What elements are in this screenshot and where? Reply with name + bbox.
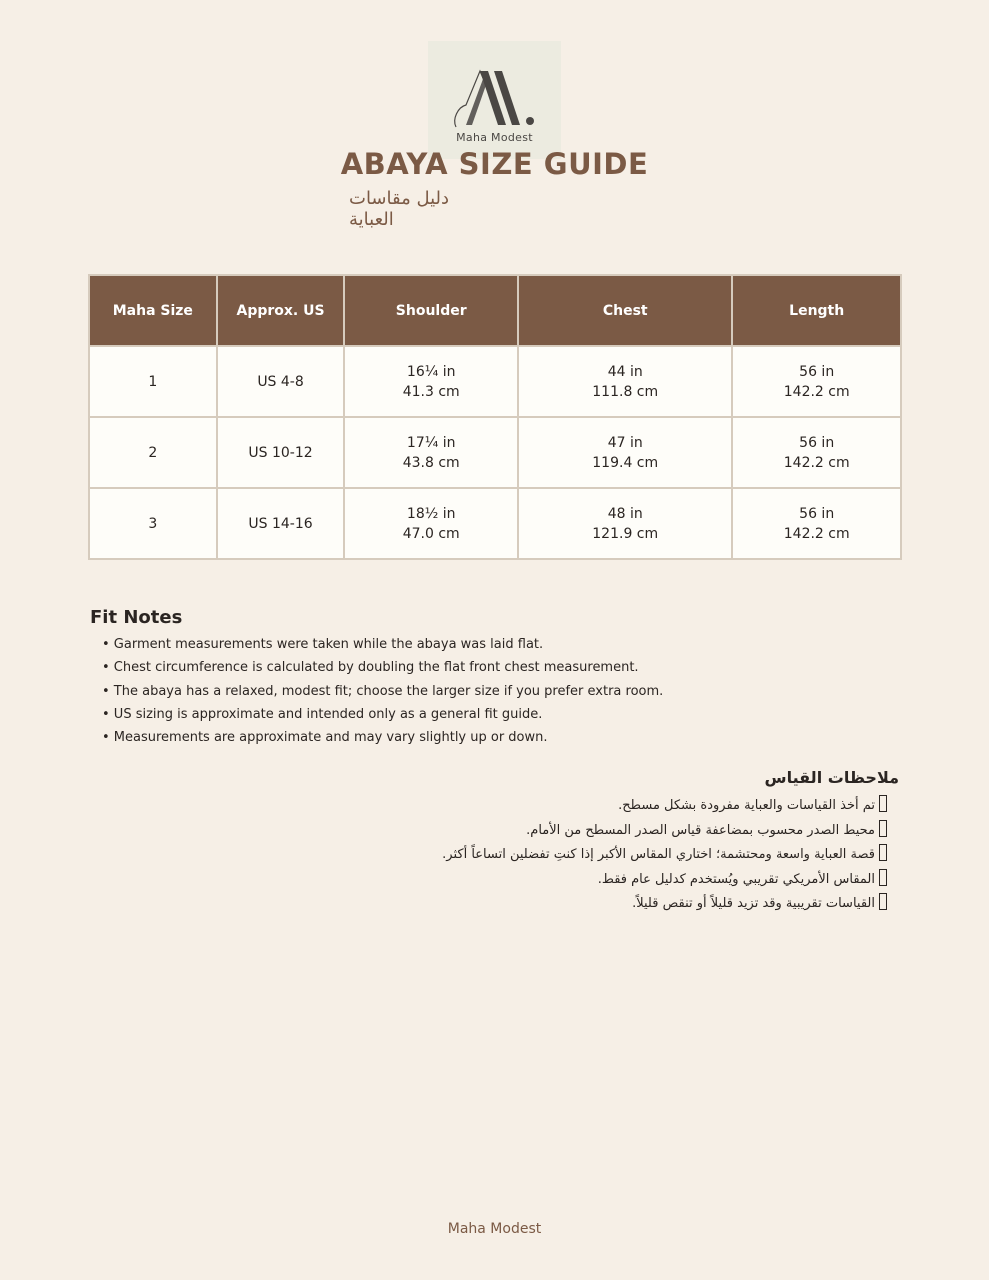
list-item [442, 893, 887, 918]
column-header-approx-us: Approx. US [217, 275, 345, 346]
shoulder-inches: 17¼ in [406, 434, 456, 451]
cell-approx-us: US 10-12 [217, 417, 345, 488]
cell-approx-us: US 4-8 [217, 346, 345, 417]
length-cm: 142.2 cm [783, 525, 850, 542]
chest-cm: 111.8 cm [592, 383, 659, 400]
page-title: ABAYA SIZE GUIDE [340, 147, 649, 181]
list-item [442, 844, 887, 869]
cell-length [732, 488, 901, 559]
list-item: • Garment measurements were taken while the abaya was laid flat. [102, 637, 544, 652]
bullet-box-icon [879, 893, 887, 910]
bullet-box-icon [879, 795, 887, 812]
list-item: • Measurements are approximate and may vary slightly up or down. [102, 730, 548, 746]
cell-shoulder [344, 346, 518, 417]
list-item: • US sizing is approximate and intended only as a general fit guide. [102, 706, 543, 722]
chest-inches: 47 in [607, 434, 643, 451]
table-row [89, 488, 901, 559]
shoulder-inches: 16¼ in [406, 363, 456, 380]
length-cm: 142.2 cm [783, 383, 850, 400]
page-title-arabic: دليل مقاسات العباية [349, 188, 450, 230]
length-inches: 56 in [799, 363, 835, 380]
cell-length [732, 417, 901, 488]
cell-maha-size: 3 [89, 488, 217, 559]
column-header-chest: Chest [518, 275, 732, 346]
chest-inches: 48 in [607, 505, 643, 522]
length-inches: 56 in [799, 505, 835, 522]
list-item-text: قصة العباية واسعة ومحتشمة؛ اختاري المقاس الأكبر إذا كنتِ تفضلين اتساعاً أكثر. [442, 847, 875, 862]
brand-logo [428, 41, 561, 159]
cell-maha-size: 2 [89, 417, 217, 488]
table-row [89, 417, 901, 488]
chest-cm: 119.4 cm [592, 454, 659, 471]
fit-notes-list-arabic [442, 795, 887, 918]
size-table [88, 274, 902, 560]
cell-chest [518, 417, 732, 488]
list-item [442, 820, 887, 845]
bullet-box-icon [879, 844, 887, 861]
footer-brand: Maha Modest [447, 1221, 542, 1237]
list-item-text: تم أخذ القياسات والعباية مفرودة بشكل مسطح. [618, 798, 875, 813]
length-inches: 56 in [799, 434, 835, 451]
cell-chest [518, 346, 732, 417]
table-row [89, 346, 901, 417]
chest-inches: 44 in [607, 363, 643, 380]
cell-maha-size: 1 [89, 346, 217, 417]
cell-approx-us: US 14-16 [217, 488, 345, 559]
list-item-text: القياسات تقريبية وقد تزيد قليلاً أو تنقص قليلاً. [632, 896, 875, 911]
column-header-maha-size: Maha Size [89, 275, 217, 346]
chest-cm: 121.9 cm [592, 525, 659, 542]
cell-shoulder [344, 488, 518, 559]
fit-notes-title: Fit Notes [90, 607, 183, 628]
bullet-box-icon [879, 869, 887, 886]
shoulder-inches: 18½ in [406, 505, 456, 522]
cell-shoulder [344, 417, 518, 488]
bullet-box-icon [879, 820, 887, 837]
shoulder-cm: 41.3 cm [402, 383, 460, 400]
maha-monogram-icon [450, 67, 540, 131]
fit-notes-title-arabic: ملاحظات القياس [764, 768, 899, 787]
list-item-text: المقاس الأمريكي تقريبي ويُستخدم كدليل عام فقط. [597, 871, 875, 887]
list-item: • Chest circumference is calculated by doubling the flat front chest measurement. [102, 660, 639, 676]
length-cm: 142.2 cm [783, 454, 850, 471]
shoulder-cm: 43.8 cm [402, 454, 460, 471]
column-header-shoulder: Shoulder [344, 275, 518, 346]
table-header-row [89, 275, 901, 346]
list-item-text: محيط الصدر محسوب بمضاعفة قياس الصدر المسطح من الأمام. [526, 822, 875, 838]
fit-notes-list [102, 636, 663, 752]
shoulder-cm: 47.0 cm [402, 525, 460, 542]
list-item: • The abaya has a relaxed, modest fit; choose the larger size if you prefer extra room. [102, 683, 664, 699]
logo-text: Maha Modest [456, 131, 533, 144]
column-header-length: Length [732, 275, 901, 346]
list-item [442, 869, 887, 894]
list-item [442, 795, 887, 820]
cell-chest [518, 488, 732, 559]
cell-length [732, 346, 901, 417]
